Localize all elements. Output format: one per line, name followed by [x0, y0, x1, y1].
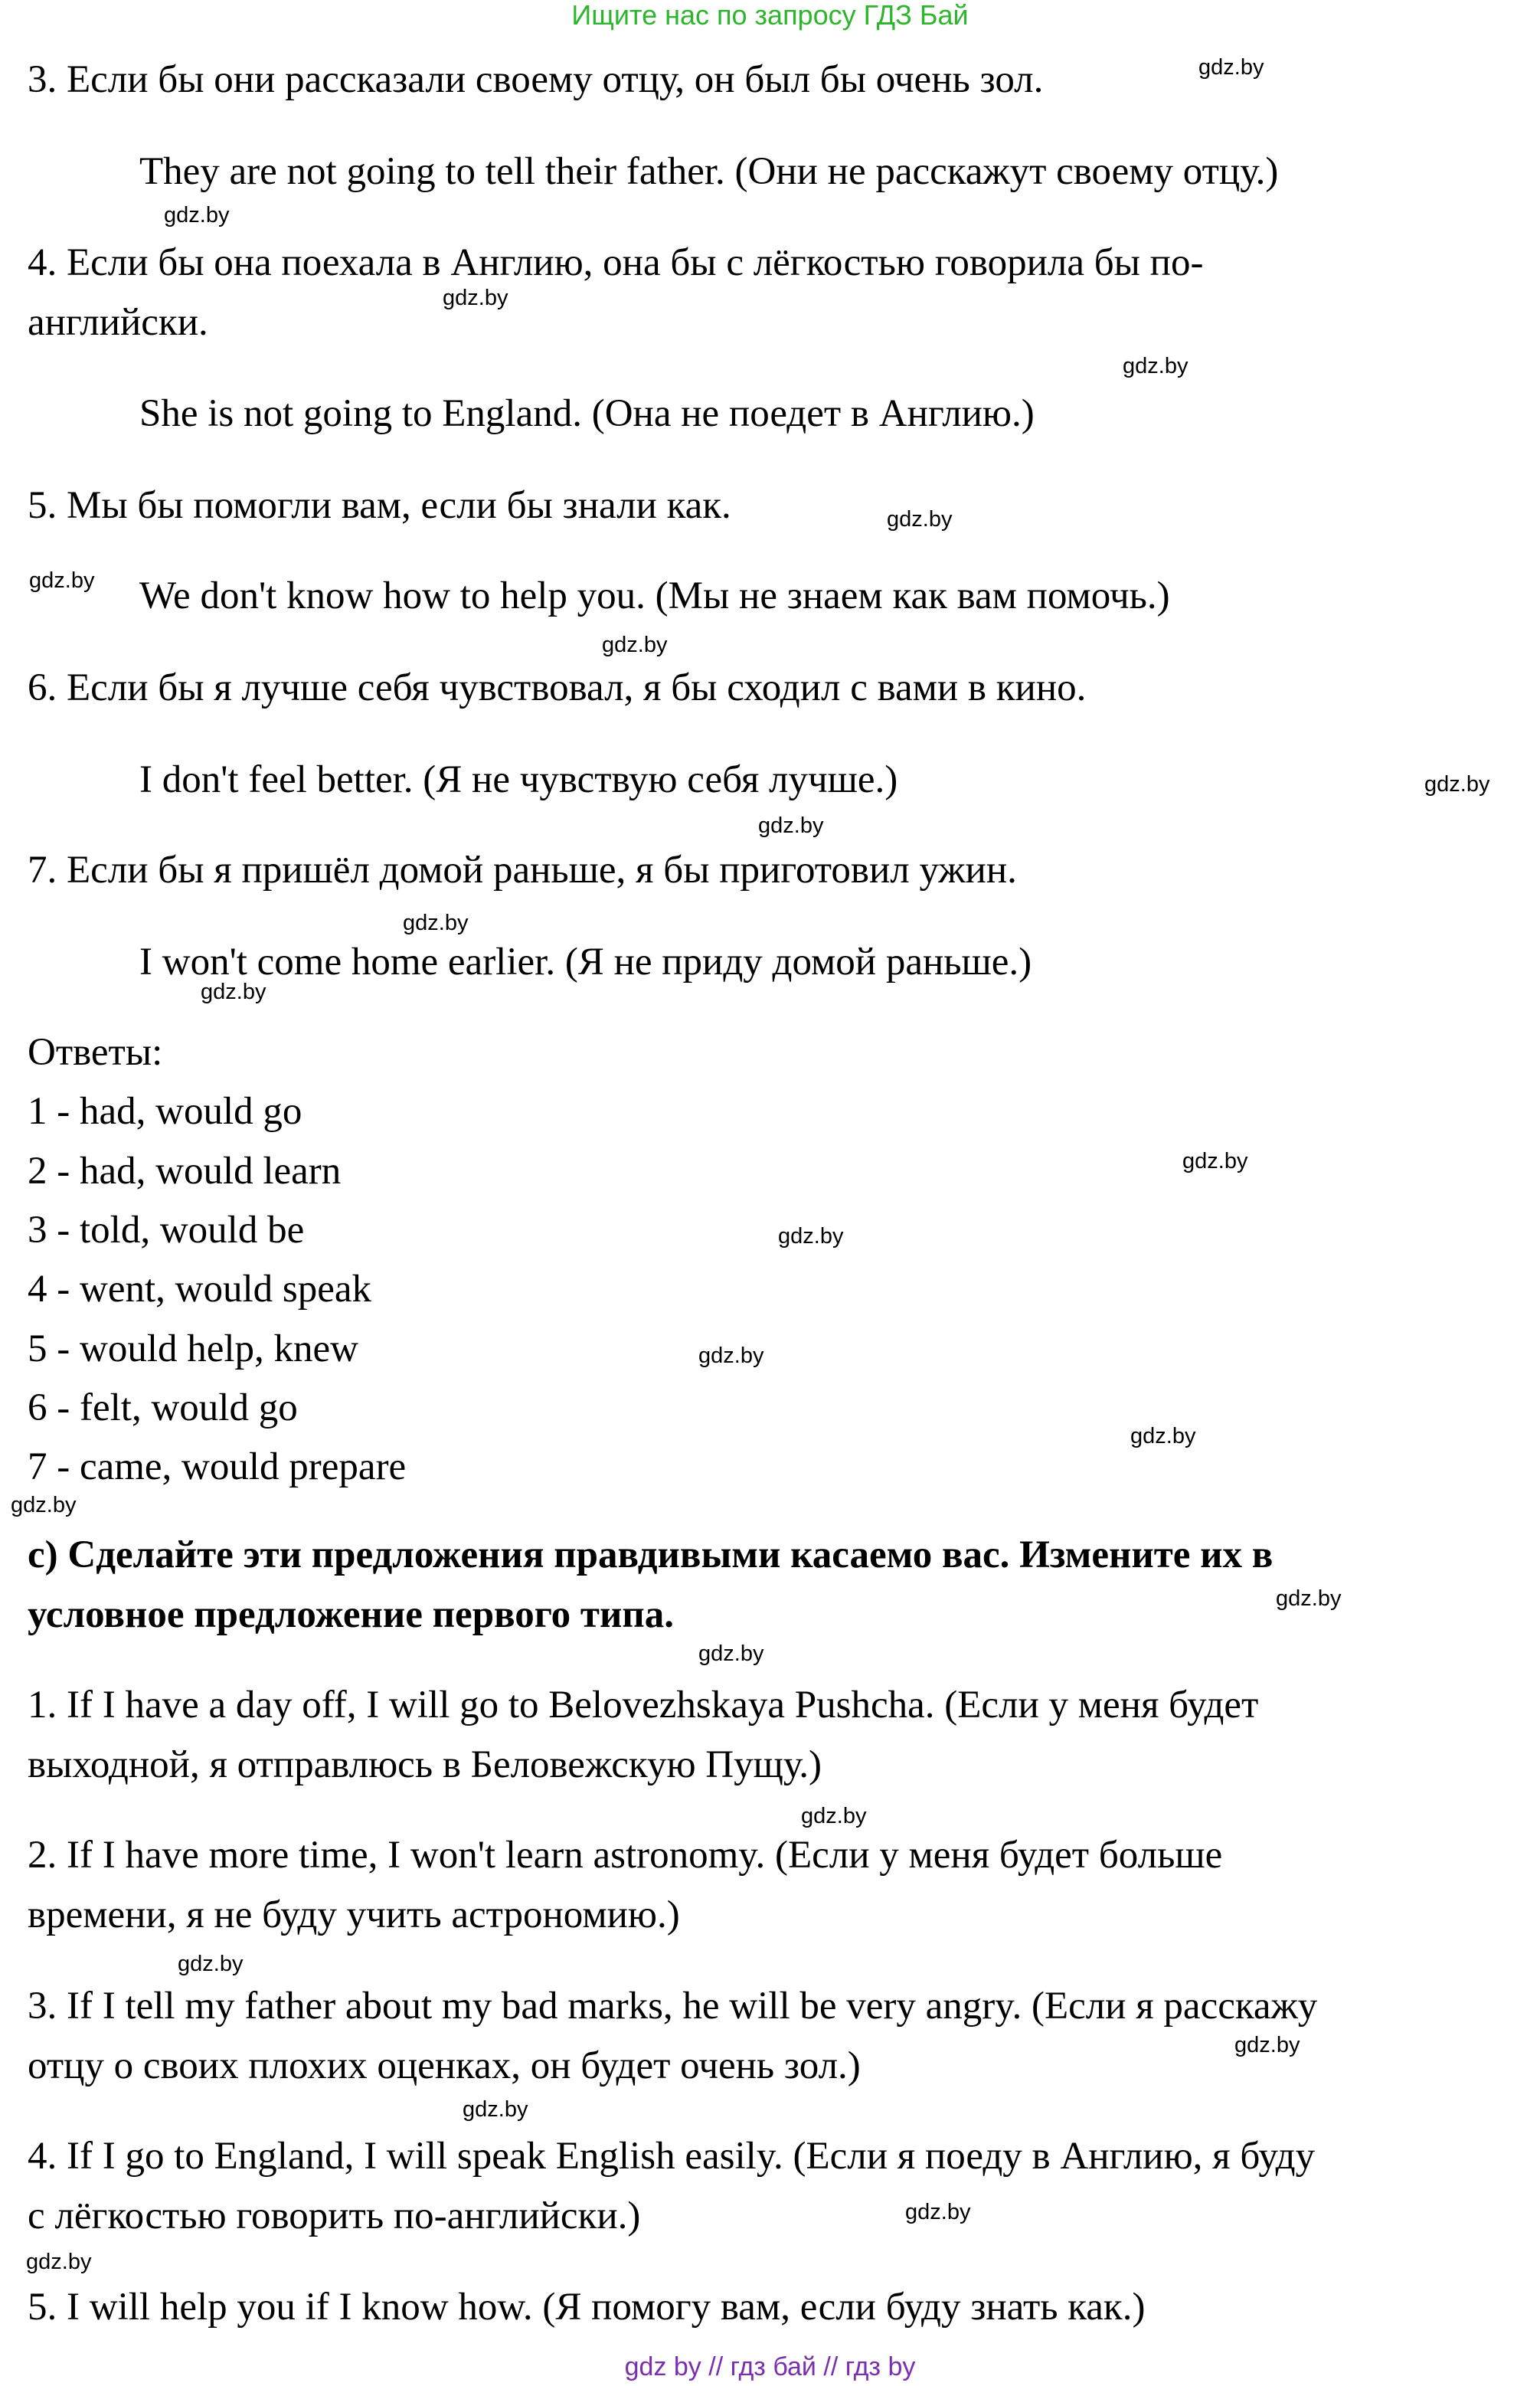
answer-4: 4 - went, would speak — [28, 1268, 371, 1311]
watermark: gdz.by — [26, 2250, 92, 2274]
translation-6: I don't feel better. (Я не чувствую себя лучше.) — [139, 758, 898, 801]
sentence-5: 5. Мы бы помогли вам, если бы знали как. — [28, 484, 731, 527]
sentence-4-line1: 4. Если бы она поехала в Англию, она бы с лёгкостью говорила бы по- — [28, 241, 1204, 284]
watermark: gdz.by — [778, 1224, 844, 1249]
watermark: gdz.by — [801, 1804, 867, 1828]
watermark: gdz.by — [1234, 2033, 1300, 2057]
answers-title: Ответы: — [28, 1031, 163, 1074]
watermark: gdz.by — [602, 633, 668, 657]
section-c-heading-line1: c) Сделайте эти предложения правдивыми касаемо вас. Измените их в — [28, 1533, 1274, 1576]
answer-1: 1 - had, would go — [28, 1090, 302, 1133]
c-sentence-3-line1: 3. If I tell my father about my bad marks, he will be very angry. (Если я расскажу — [28, 1985, 1318, 2028]
sentence-6: 6. Если бы я лучше себя чувствовал, я бы сходил с вами в кино. — [28, 666, 1087, 709]
translation-4: She is not going to England. (Она не поедет в Англию.) — [139, 392, 1035, 435]
watermark: gdz.by — [1424, 772, 1490, 797]
watermark: gdz.by — [178, 1952, 244, 1976]
footer-links: gdz by // гдз бай // гдз by — [624, 2352, 916, 2381]
watermark: gdz.by — [698, 1344, 764, 1368]
translation-5: We don't know how to help you. (Мы не знаем как вам помочь.) — [139, 574, 1170, 617]
sentence-7: 7. Если бы я пришёл домой раньше, я бы приготовил ужин. — [28, 849, 1017, 892]
c-sentence-1-line2: выходной, я отправлюсь в Беловежскую Пущу.) — [28, 1743, 822, 1786]
c-sentence-3-line2: отцу о своих плохих оценках, он будет очень зол.) — [28, 2044, 861, 2087]
translation-7: I won't come home earlier. (Я не приду домой раньше.) — [139, 941, 1032, 984]
sentence-3: 3. Если бы они рассказали своему отцу, он был бы очень зол. — [28, 58, 1044, 101]
watermark: gdz.by — [463, 2097, 528, 2122]
watermark: gdz.by — [1182, 1149, 1248, 1173]
watermark: gdz.by — [1130, 1424, 1196, 1448]
watermark: gdz.by — [201, 980, 266, 1004]
watermark: gdz.by — [887, 507, 953, 532]
answer-6: 6 - felt, would go — [28, 1386, 298, 1429]
watermark: gdz.by — [698, 1641, 764, 1666]
watermark: gdz.by — [1276, 1586, 1342, 1611]
c-sentence-1-line1: 1. If I have a day off, I will go to Belovezhskaya Pushcha. (Если у меня будет — [28, 1684, 1259, 1726]
section-c-heading-line2: условное предложение первого типа. — [28, 1593, 674, 1636]
watermark: gdz.by — [1123, 354, 1189, 378]
c-sentence-2-line1: 2. If I have more time, I won't learn astronomy. (Если у меня будет больше — [28, 1834, 1223, 1877]
c-sentence-5: 5. I will help you if I know how. (Я помогу вам, если буду знать как.) — [28, 2286, 1146, 2329]
c-sentence-2-line2: времени, я не буду учить астрономию.) — [28, 1893, 680, 1936]
translation-3: They are not going to tell their father. (Они не расскажут своему отцу.) — [139, 150, 1279, 193]
watermark: gdz.by — [11, 1493, 77, 1517]
watermark: gdz.by — [758, 813, 824, 838]
top-banner: Ищите нас по запросу ГДЗ Бай — [571, 0, 969, 31]
watermark: gdz.by — [164, 203, 230, 227]
sentence-4-line2: английски. — [28, 301, 208, 344]
watermark: gdz.by — [29, 568, 95, 593]
watermark: gdz.by — [1198, 55, 1264, 80]
answer-2: 2 - had, would learn — [28, 1150, 342, 1193]
watermark: gdz.by — [443, 286, 508, 310]
c-sentence-4-line1: 4. If I go to England, I will speak English easily. (Если я поеду в Англию, я буду — [28, 2135, 1316, 2178]
answer-5: 5 - would help, knew — [28, 1327, 359, 1370]
watermark: gdz.by — [905, 2200, 971, 2224]
c-sentence-4-line2: с лёгкостью говорить по-английски.) — [28, 2195, 641, 2237]
answer-7: 7 - came, would prepare — [28, 1445, 407, 1488]
watermark: gdz.by — [403, 911, 469, 935]
answer-3: 3 - told, would be — [28, 1209, 305, 1252]
